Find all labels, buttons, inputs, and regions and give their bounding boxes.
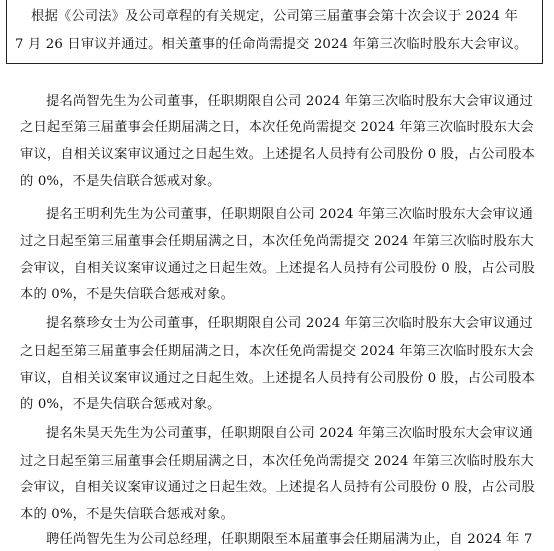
paragraph-line: 聘任尚智先生为公司总经理，任职期限至本届董事会任期届满为止，自 2024 年 7 [46,532,533,547]
paragraph-line: 提名尚智先生为公司董事，任职期限自公司 2024 年第三次临时股东大会审议通过 [46,94,533,109]
paragraph-line: 提名朱昊天先生为公司董事，任职期限自公司 2024 年第三次临时股东大会审议通 [46,426,533,441]
paragraph-line: 会审议，自相关议案审议通过之日起生效。上述提名人员持有公司股份 0 股，占公司股 [20,480,535,495]
paragraph-line: 过之日起至第三届董事会任期届满之日，本次任免尚需提交 2024 年第三次临时股东大 [20,454,534,469]
paragraph-line: 过之日起至第三届董事会任期届满之日，本次任免尚需提交 2024 年第三次临时股东大 [20,234,534,249]
paragraph-line: 之日起至第三届董事会任期届满之日，本次任免尚需提交 2024 年第三次临时股东大会 [20,344,534,359]
paragraph-line: 提名王明利先生为公司董事，任职期限自公司 2024 年第三次临时股东大会审议通 [46,207,533,222]
paragraph-line: 的 0%，不是失信联合惩戒对象。 [20,397,221,412]
paragraph-line: 之日起至第三届董事会任期届满之日，本次任免尚需提交 2024 年第三次临时股东大会 [20,120,534,135]
paragraph-line: 本的 0%，不是失信联合惩戒对象。 [20,507,235,522]
notice-line-2: 7 月 26 日审议并通过。相关董事的任命尚需提交 2024 年第三次临时股东大会审议。 [15,37,528,52]
notice-line-1: 根据《公司法》及公司章程的有关规定，公司第三届董事会第十次会议于 2024 年 [31,9,518,24]
paragraph-line: 提名蔡珍女士为公司董事，任职期限自公司 2024 年第三次临时股东大会审议通过 [46,316,533,331]
paragraph-line: 审议，自相关议案审议通过之日起生效。上述提名人员持有公司股份 0 股，占公司股本 [20,147,535,162]
paragraph-line: 的 0%，不是失信联合惩戒对象。 [20,174,221,189]
notice-box [6,0,543,64]
paragraph-line: 审议，自相关议案审议通过之日起生效。上述提名人员持有公司股份 0 股，占公司股本 [20,371,535,386]
paragraph-line: 本的 0%，不是失信联合惩戒对象。 [20,287,235,302]
paragraph-line: 会审议，自相关议案审议通过之日起生效。上述提名人员持有公司股份 0 股，占公司股 [20,261,535,276]
